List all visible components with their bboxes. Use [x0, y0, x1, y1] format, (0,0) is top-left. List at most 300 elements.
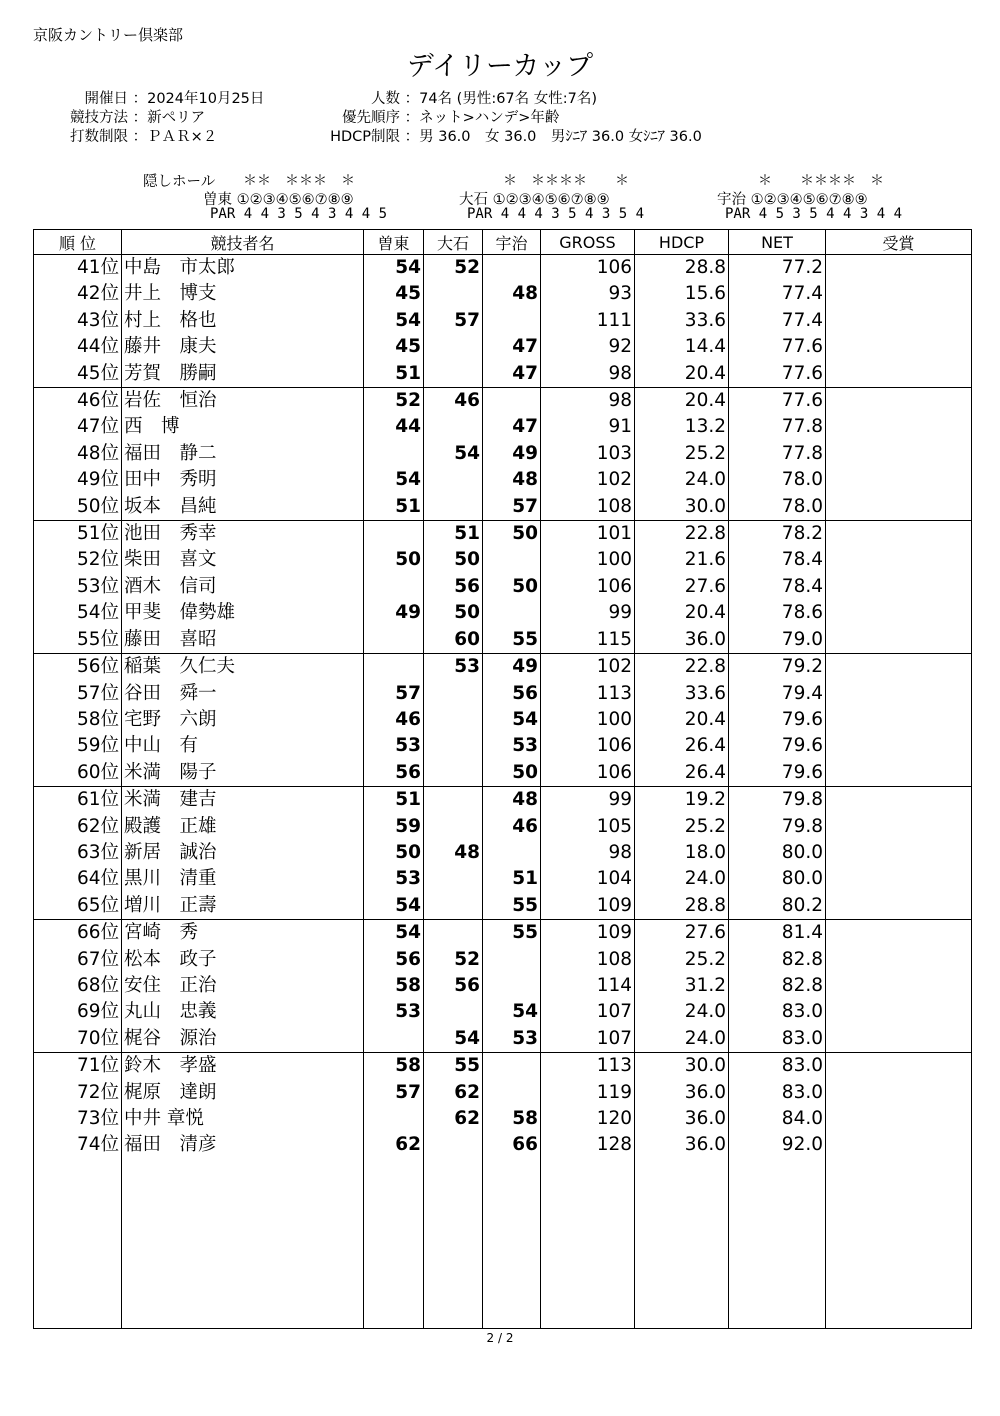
cell-rank: 66位	[34, 920, 122, 947]
cell-hdcp: 26.4	[635, 733, 729, 759]
cell-gross: 98	[541, 388, 635, 415]
cell-hdcp: 27.6	[635, 920, 729, 947]
cell-award	[826, 494, 972, 521]
cell-rank: 68位	[34, 973, 122, 999]
cell-hdcp: 20.4	[635, 388, 729, 415]
cell-hdcp: 19.2	[635, 787, 729, 814]
cell-net: 82.8	[729, 947, 826, 973]
table-row	[34, 388, 972, 415]
cell-gross: 102	[541, 654, 635, 681]
cell-hdcp: 36.0	[635, 627, 729, 654]
cell-gross: 109	[541, 893, 635, 920]
cell-award	[826, 654, 972, 681]
players-value: 74名 (男性:67名 女性:7名)	[419, 91, 598, 107]
cell-hdcp: 25.2	[635, 441, 729, 467]
cell-net: 92.0	[729, 1132, 826, 1158]
empty-cell	[364, 1159, 424, 1329]
colon: ：	[404, 91, 420, 107]
table-row	[34, 707, 972, 733]
table-row	[34, 760, 972, 787]
cell-rank: 49位	[34, 467, 122, 493]
cell-award	[826, 547, 972, 573]
cell-c3: 49	[483, 654, 541, 681]
empty-cell	[483, 1159, 541, 1329]
cell-award	[826, 866, 972, 892]
cell-rank: 54位	[34, 600, 122, 626]
table-row	[34, 947, 972, 973]
cell-c1: 49	[364, 600, 424, 626]
cell-c3: 48	[483, 467, 541, 493]
cell-c3: 48	[483, 281, 541, 307]
cell-c2: 54	[424, 441, 483, 467]
cell-rank: 48位	[34, 441, 122, 467]
cell-c2	[424, 467, 483, 493]
cell-c2: 52	[424, 255, 483, 282]
cell-name: 鈴木 孝盛	[122, 1053, 364, 1080]
cell-name: 福田 静二	[122, 441, 364, 467]
cell-net: 77.4	[729, 281, 826, 307]
cell-hdcp: 20.4	[635, 707, 729, 733]
cell-net: 77.6	[729, 388, 826, 415]
cell-c3	[483, 255, 541, 282]
info-method	[40, 106, 205, 127]
course2-name: 大石	[459, 192, 488, 208]
cell-c3: 54	[483, 707, 541, 733]
cell-net: 78.4	[729, 574, 826, 600]
cell-name: 宅野 六朗	[122, 707, 364, 733]
cell-c3: 53	[483, 733, 541, 759]
cell-net: 77.4	[729, 308, 826, 334]
header-name: 競技者名	[122, 230, 364, 255]
cell-rank: 46位	[34, 388, 122, 415]
cell-hdcp: 26.4	[635, 760, 729, 787]
table-row	[34, 308, 972, 334]
course2-hole-numbers: ①②③④⑤⑥⑦⑧⑨	[492, 192, 610, 208]
cell-gross: 100	[541, 707, 635, 733]
cell-award	[826, 893, 972, 920]
cell-rank: 67位	[34, 947, 122, 973]
cell-c2	[424, 494, 483, 521]
cell-name: 安住 正治	[122, 973, 364, 999]
cell-hdcp: 13.2	[635, 414, 729, 440]
cell-rank: 56位	[34, 654, 122, 681]
cell-c2	[424, 681, 483, 707]
header-gross: GROSS	[541, 230, 635, 255]
cell-c3: 46	[483, 814, 541, 840]
cell-net: 78.4	[729, 547, 826, 573]
cell-award	[826, 627, 972, 654]
cell-c2: 52	[424, 947, 483, 973]
limit-label: 打数制限	[70, 129, 128, 145]
cell-name: 田中 秀明	[122, 467, 364, 493]
cell-name: 宮崎 秀	[122, 920, 364, 947]
cell-hdcp: 24.0	[635, 866, 729, 892]
cell-c1: 51	[364, 494, 424, 521]
cell-gross: 106	[541, 255, 635, 282]
cell-c1: 58	[364, 973, 424, 999]
cell-gross: 102	[541, 467, 635, 493]
cell-c1	[364, 1026, 424, 1053]
cell-name: 中井 章悦	[122, 1106, 364, 1132]
cell-name: 松本 政子	[122, 947, 364, 973]
cell-c3: 54	[483, 999, 541, 1025]
cell-c2: 46	[424, 388, 483, 415]
cell-c1: 59	[364, 814, 424, 840]
cell-net: 78.0	[729, 494, 826, 521]
cell-award	[826, 388, 972, 415]
cell-name: 池田 秀幸	[122, 521, 364, 548]
cell-gross: 115	[541, 627, 635, 654]
course1-name: 曽東	[203, 192, 232, 208]
cell-gross: 107	[541, 999, 635, 1025]
cell-c3: 53	[483, 1026, 541, 1053]
cell-name: 新居 誠治	[122, 840, 364, 866]
cell-hdcp: 33.6	[635, 681, 729, 707]
cell-net: 79.8	[729, 787, 826, 814]
cell-rank: 52位	[34, 547, 122, 573]
cell-name: 藤井 康夫	[122, 334, 364, 360]
cell-rank: 69位	[34, 999, 122, 1025]
table-row	[34, 547, 972, 573]
cell-gross: 114	[541, 973, 635, 999]
cell-c2	[424, 787, 483, 814]
table-row	[34, 414, 972, 440]
cell-award	[826, 467, 972, 493]
cell-c2: 53	[424, 654, 483, 681]
cell-hdcp: 27.6	[635, 574, 729, 600]
colon: ：	[132, 110, 148, 126]
cell-rank: 71位	[34, 1053, 122, 1080]
cell-hdcp: 36.0	[635, 1106, 729, 1132]
empty-cell	[122, 1159, 364, 1329]
cell-award	[826, 814, 972, 840]
course3-hole-numbers: ①②③④⑤⑥⑦⑧⑨	[750, 192, 868, 208]
cell-gross: 108	[541, 947, 635, 973]
cell-award	[826, 920, 972, 947]
cell-net: 84.0	[729, 1106, 826, 1132]
cell-hdcp: 22.8	[635, 654, 729, 681]
table-row	[34, 467, 972, 493]
results-table	[33, 229, 972, 1329]
cell-hdcp: 24.0	[635, 999, 729, 1025]
cell-gross: 105	[541, 814, 635, 840]
cell-award	[826, 255, 972, 282]
cell-name: 丸山 忠義	[122, 999, 364, 1025]
cell-hdcp: 31.2	[635, 973, 729, 999]
header-award: 受賞	[826, 230, 972, 255]
cell-gross: 103	[541, 441, 635, 467]
cell-c3: 55	[483, 920, 541, 947]
cell-net: 79.4	[729, 681, 826, 707]
cell-award	[826, 1026, 972, 1053]
cell-net: 78.0	[729, 467, 826, 493]
table-row	[34, 334, 972, 360]
table-row	[34, 840, 972, 866]
cell-rank: 41位	[34, 255, 122, 282]
cell-name: 坂本 昌純	[122, 494, 364, 521]
empty-cell	[635, 1159, 729, 1329]
cell-c3: 47	[483, 334, 541, 360]
cell-c2: 51	[424, 521, 483, 548]
date-value: 2024年10月25日	[147, 91, 265, 107]
table-row	[34, 733, 972, 759]
cell-award	[826, 681, 972, 707]
cell-c1: 56	[364, 760, 424, 787]
cell-name: 福田 清彦	[122, 1132, 364, 1158]
cell-rank: 43位	[34, 308, 122, 334]
cell-c1	[364, 574, 424, 600]
cell-c3	[483, 547, 541, 573]
cell-gross: 101	[541, 521, 635, 548]
cell-c2	[424, 281, 483, 307]
course1-hole-numbers: ①②③④⑤⑥⑦⑧⑨	[236, 192, 354, 208]
cell-gross: 109	[541, 920, 635, 947]
cell-net: 79.8	[729, 814, 826, 840]
cell-rank: 74位	[34, 1132, 122, 1158]
cell-hdcp: 28.8	[635, 893, 729, 920]
cell-c1: 57	[364, 681, 424, 707]
table-row	[34, 1132, 972, 1158]
header-course3: 宇治	[483, 230, 541, 255]
cell-gross: 98	[541, 361, 635, 388]
table-row	[34, 973, 972, 999]
cell-c1: 56	[364, 947, 424, 973]
cell-net: 77.2	[729, 255, 826, 282]
cell-c3: 55	[483, 627, 541, 654]
cell-name: 芳賀 勝嗣	[122, 361, 364, 388]
cell-hdcp: 20.4	[635, 600, 729, 626]
table-row	[34, 281, 972, 307]
cell-c2: 57	[424, 308, 483, 334]
cell-award	[826, 760, 972, 787]
cell-c3: 50	[483, 760, 541, 787]
table-row	[34, 654, 972, 681]
cell-hdcp: 36.0	[635, 1132, 729, 1158]
info-hdcp	[300, 125, 702, 146]
cell-hdcp: 18.0	[635, 840, 729, 866]
table-row	[34, 600, 972, 626]
cell-c1: 54	[364, 308, 424, 334]
cell-c2: 54	[424, 1026, 483, 1053]
cell-c3: 56	[483, 681, 541, 707]
cell-net: 79.0	[729, 627, 826, 654]
cell-hdcp: 30.0	[635, 1053, 729, 1080]
table-header-row	[34, 230, 972, 255]
cell-rank: 60位	[34, 760, 122, 787]
course3-marks: ＊ ＊＊＊＊ ＊	[758, 173, 884, 189]
cell-c2	[424, 334, 483, 360]
hidden-holes-label: 隠しホール	[143, 174, 216, 190]
cell-net: 78.6	[729, 600, 826, 626]
cell-c3: 50	[483, 574, 541, 600]
cell-c1: 50	[364, 547, 424, 573]
empty-cell	[729, 1159, 826, 1329]
cell-hdcp: 15.6	[635, 281, 729, 307]
cell-rank: 59位	[34, 733, 122, 759]
cell-gross: 99	[541, 600, 635, 626]
cell-net: 83.0	[729, 1080, 826, 1106]
date-label: 開催日	[84, 91, 128, 107]
cell-hdcp: 14.4	[635, 334, 729, 360]
table-row	[34, 255, 972, 282]
cell-c2	[424, 866, 483, 892]
cell-award	[826, 973, 972, 999]
cell-gross: 108	[541, 494, 635, 521]
cell-c2: 56	[424, 574, 483, 600]
course1-marks: ＊＊ ＊＊＊ ＊	[243, 173, 355, 189]
cell-c2: 62	[424, 1080, 483, 1106]
cell-c2	[424, 707, 483, 733]
cell-c3	[483, 840, 541, 866]
cell-c3	[483, 600, 541, 626]
cell-c1: 54	[364, 467, 424, 493]
cell-gross: 99	[541, 787, 635, 814]
cell-name: 柴田 喜文	[122, 547, 364, 573]
cell-c2: 48	[424, 840, 483, 866]
table-row	[34, 1053, 972, 1080]
cell-award	[826, 334, 972, 360]
cell-c1: 53	[364, 999, 424, 1025]
info-players	[300, 87, 597, 108]
cell-gross: 92	[541, 334, 635, 360]
cell-award	[826, 1132, 972, 1158]
cell-c2	[424, 1132, 483, 1158]
cell-hdcp: 25.2	[635, 814, 729, 840]
table-row	[34, 999, 972, 1025]
cell-gross: 113	[541, 1053, 635, 1080]
cell-net: 77.8	[729, 414, 826, 440]
cell-net: 83.0	[729, 999, 826, 1025]
cell-c1	[364, 627, 424, 654]
cell-c3	[483, 973, 541, 999]
cell-hdcp: 25.2	[635, 947, 729, 973]
cell-c3: 49	[483, 441, 541, 467]
cell-c3: 50	[483, 521, 541, 548]
cell-rank: 65位	[34, 893, 122, 920]
cell-gross: 111	[541, 308, 635, 334]
header-rank: 順 位	[34, 230, 122, 255]
cell-net: 77.6	[729, 334, 826, 360]
cell-name: 稲葉 久仁夫	[122, 654, 364, 681]
cell-c3	[483, 1080, 541, 1106]
course2-marks: ＊ ＊＊＊＊ ＊	[503, 173, 629, 189]
cell-award	[826, 281, 972, 307]
cell-hdcp: 22.8	[635, 521, 729, 548]
table-row	[34, 494, 972, 521]
cell-rank: 58位	[34, 707, 122, 733]
cell-hdcp: 28.8	[635, 255, 729, 282]
cell-award	[826, 999, 972, 1025]
cell-c3: 47	[483, 414, 541, 440]
cell-c1: 50	[364, 840, 424, 866]
cell-rank: 62位	[34, 814, 122, 840]
cell-c2: 62	[424, 1106, 483, 1132]
priority-label: 優先順序	[342, 110, 400, 126]
colon: ：	[132, 129, 148, 145]
cell-c1: 54	[364, 255, 424, 282]
course2-par: PAR 4 4 4 3 5 4 3 5 4	[467, 206, 645, 222]
cell-c3	[483, 388, 541, 415]
cell-name: 西 博	[122, 414, 364, 440]
cell-net: 79.6	[729, 760, 826, 787]
cell-rank: 55位	[34, 627, 122, 654]
hdcp-label: HDCP制限	[330, 129, 400, 145]
cell-rank: 73位	[34, 1106, 122, 1132]
cell-c3	[483, 308, 541, 334]
cell-rank: 50位	[34, 494, 122, 521]
cell-award	[826, 308, 972, 334]
cell-hdcp: 36.0	[635, 1080, 729, 1106]
cell-c1: 53	[364, 866, 424, 892]
cell-name: 中山 有	[122, 733, 364, 759]
cell-award	[826, 707, 972, 733]
empty-cell	[541, 1159, 635, 1329]
cell-c3: 51	[483, 866, 541, 892]
method-value: 新ペリア	[147, 110, 206, 126]
cell-name: 村上 格也	[122, 308, 364, 334]
cell-c2: 56	[424, 973, 483, 999]
cell-net: 83.0	[729, 1026, 826, 1053]
cell-rank: 53位	[34, 574, 122, 600]
cell-name: 藤田 喜昭	[122, 627, 364, 654]
cell-c3: 66	[483, 1132, 541, 1158]
cell-net: 79.2	[729, 654, 826, 681]
cell-name: 谷田 舜一	[122, 681, 364, 707]
course3-name: 宇治	[717, 192, 746, 208]
cell-c1: 54	[364, 893, 424, 920]
cell-gross: 113	[541, 681, 635, 707]
cell-gross: 119	[541, 1080, 635, 1106]
cell-award	[826, 1080, 972, 1106]
cell-gross: 107	[541, 1026, 635, 1053]
table-row	[34, 893, 972, 920]
cell-hdcp: 24.0	[635, 1026, 729, 1053]
cell-name: 中島 市太郎	[122, 255, 364, 282]
cell-rank: 61位	[34, 787, 122, 814]
table-row	[34, 866, 972, 892]
cell-c2	[424, 920, 483, 947]
cell-rank: 51位	[34, 521, 122, 548]
cell-c1: 52	[364, 388, 424, 415]
cell-award	[826, 1106, 972, 1132]
cell-hdcp: 21.6	[635, 547, 729, 573]
cell-net: 81.4	[729, 920, 826, 947]
cell-net: 80.0	[729, 866, 826, 892]
cell-rank: 45位	[34, 361, 122, 388]
cell-name: 米満 陽子	[122, 760, 364, 787]
empty-cell	[34, 1159, 122, 1329]
hdcp-value: 男 36.0 女 36.0 男ｼﾆｱ 36.0 女ｼﾆｱ 36.0	[419, 129, 702, 145]
cell-c2	[424, 414, 483, 440]
table-row	[34, 681, 972, 707]
cell-c1: 45	[364, 281, 424, 307]
cell-c2	[424, 733, 483, 759]
cell-c1: 62	[364, 1132, 424, 1158]
cell-gross: 128	[541, 1132, 635, 1158]
cell-c3	[483, 947, 541, 973]
cell-c3: 58	[483, 1106, 541, 1132]
cell-net: 83.0	[729, 1053, 826, 1080]
cell-c1	[364, 654, 424, 681]
cell-c1	[364, 521, 424, 548]
table-row	[34, 814, 972, 840]
players-label: 人数	[371, 91, 400, 107]
cell-gross: 100	[541, 547, 635, 573]
cell-c2	[424, 760, 483, 787]
table-row	[34, 521, 972, 548]
cell-rank: 64位	[34, 866, 122, 892]
club-name: 京阪カントリー倶楽部	[33, 26, 184, 44]
